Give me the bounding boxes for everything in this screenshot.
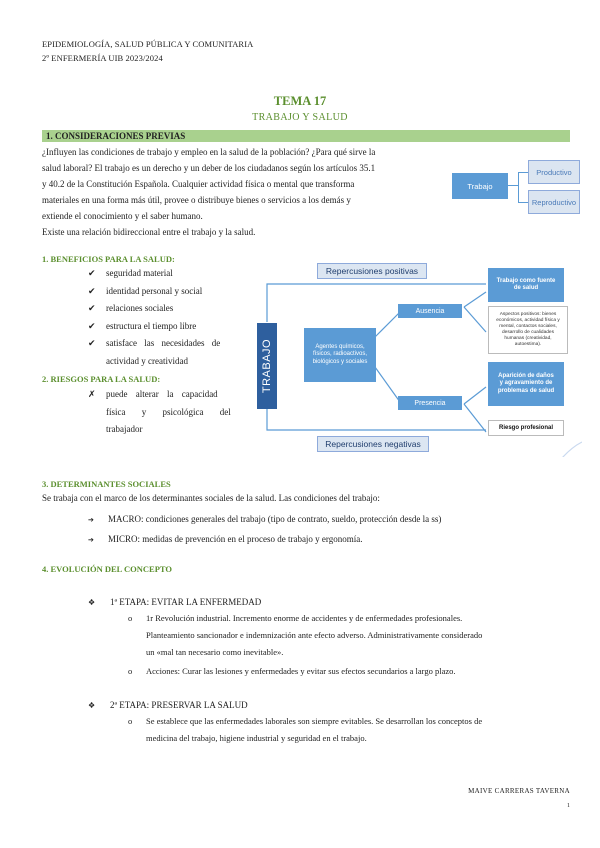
- diagram-agents-box: Agentes químicos, físicos, radioactivos, biológicos y sociales: [304, 328, 376, 382]
- diamond-bullet-icon: ❖: [88, 701, 96, 710]
- connector: [518, 202, 528, 203]
- list-item: ➔ MICRO: medidas de prevención en el proceso de trabajo y ergonomía.: [88, 530, 578, 550]
- list-item: ➔ MACRO: condiciones generales del trabajo (tipo de contrato, sueldo, protección desde la ss): [88, 510, 578, 530]
- diagram-trabajo-box: Trabajo: [452, 173, 508, 199]
- relation-line: Existe una relación bidireccional entre el trabajo y la salud.: [42, 227, 256, 237]
- diagram-positive-label: Repercusiones positivas: [317, 263, 427, 279]
- list-item: actividad y creatividad: [106, 355, 188, 366]
- list-item: o Se establece que las enfermedades laborales son siempre evitables. Se desarrollan los conceptos de medicina del trabajo, higiene industrial y seguridad en el trabajo.: [128, 713, 574, 747]
- determinantes-list: [88, 510, 578, 550]
- risks-heading: 2. RIESGOS PARA LA SALUD:: [42, 374, 161, 384]
- circle-bullet-icon: o: [128, 666, 133, 676]
- diagram-presencia-box: Presencia: [398, 396, 462, 410]
- section-evolucion-heading: 4. EVOLUCIÓN DEL CONCEPTO: [42, 564, 173, 574]
- connector: [518, 172, 519, 202]
- stage1-item: ❖ 1ª ETAPA: EVITAR LA ENFERMEDAD: [88, 594, 261, 611]
- list-item: ✔ seguridad material: [88, 265, 244, 283]
- diagram-trabajo-vertical-text: TRABAJO: [261, 338, 274, 394]
- list-item: ✔ estructura el tiempo libre: [88, 318, 244, 336]
- section-consideraciones-text: [42, 144, 440, 240]
- page-number: 1: [567, 803, 570, 809]
- risks-list: [88, 386, 244, 439]
- paragraph-line: y 40.2 de la Constitución Española. Cualquier actividad física o mental que transforma: [42, 179, 355, 189]
- page-title: TEMA 17: [273, 94, 327, 108]
- check-icon: ✔: [88, 268, 96, 278]
- benefits-list: [88, 265, 244, 370]
- list-item: ✔ satisface las necesidades de: [88, 335, 244, 353]
- footer-author: MAIVE CARRERAS TAVERNA: [468, 787, 570, 795]
- stage1-sublist: [128, 610, 574, 680]
- diamond-bullet-icon: ❖: [88, 598, 96, 607]
- circle-bullet-icon: o: [128, 613, 133, 623]
- list-item: o Acciones: Curar las lesiones y enfermedades y evitar sus efectos secundarios a largo plazo.: [128, 663, 574, 680]
- connector: [464, 292, 486, 307]
- paragraph-line: materiales en una forma más útil, provee o distribuye bienes o servicios a los demás y: [42, 195, 351, 205]
- diagram-fuente-box: Trabajo como fuente de salud: [488, 268, 564, 302]
- arrow-icon: ➔: [88, 516, 94, 524]
- list-item: ✔ relaciones sociales: [88, 300, 244, 318]
- connector: [375, 312, 400, 337]
- stage2-item: ❖ 2ª ETAPA: PRESERVAR LA SALUD: [88, 697, 248, 714]
- page-subtitle: TRABAJO Y SALUD: [252, 112, 348, 123]
- diagram-riesgo-box: Riesgo profesional: [488, 420, 564, 436]
- decorative-curve: [562, 442, 582, 457]
- circle-bullet-icon: o: [128, 716, 133, 726]
- connector: [518, 172, 528, 173]
- check-icon: ✔: [88, 285, 96, 296]
- section-determinantes-intro: Se trabaja con el marco de los determinantes sociales de la salud. Las condiciones del trabajo:: [42, 493, 380, 503]
- list-item: ✗ puede alterar la capacidad: [88, 386, 244, 404]
- connector: [375, 367, 400, 402]
- doc-header-course: EPIDEMIOLOGÍA, SALUD PÚBLICA Y COMUNITARIA: [42, 39, 254, 49]
- connector: [464, 387, 486, 404]
- paragraph-line: extiende el conocimiento y el saber humano.: [42, 211, 203, 221]
- list-item: o 1r Revolución industrial. Incremento enorme de accidentes y de enfermedades profesionales. Planteamiento sancionador e indemnización ante efecto adverso. Administrativamente considerado un «mal tan necesario como inevitable».: [128, 610, 574, 661]
- diagram-trabajo-vertical: [257, 323, 277, 409]
- section-consideraciones-heading: 1. CONSIDERACIONES PREVIAS: [42, 130, 570, 142]
- benefits-heading: 1. BENEFICIOS PARA LA SALUD:: [42, 254, 175, 264]
- connector: [464, 404, 486, 432]
- section-determinantes-heading: 3. DETERMINANTES SOCIALES: [42, 479, 171, 489]
- diagram-productivo-box: Productivo: [528, 160, 580, 184]
- diagram-ausencia-box: Ausencia: [398, 304, 462, 318]
- arrow-icon: ➔: [88, 536, 94, 544]
- paragraph-line: salud laboral? El trabajo es un derecho y un deber de los ciudadanos según los artículos 35.1: [42, 163, 376, 173]
- connector: [464, 307, 486, 332]
- paragraph-line: ¿Influyen las condiciones de trabajo y empleo en la salud de la población? ¿Para qué sirve la: [42, 147, 376, 157]
- check-icon: ✔: [88, 338, 96, 348]
- list-item: ✔ identidad personal y social: [88, 283, 244, 301]
- diagram-aspectos-box: Aspectos positivos: bienes económicos, actividad física y mental, contactos sociales, desarrollo de cualidades humanas (creatividad, autoestima).: [488, 306, 568, 354]
- list-item: trabajador: [106, 424, 143, 434]
- diagram-negative-label: Repercusiones negativas: [317, 436, 429, 452]
- check-icon: ✔: [88, 303, 96, 313]
- connector: [508, 185, 518, 186]
- diagram-reproductivo-box: Reproductivo: [528, 190, 580, 214]
- stage2-sublist: [128, 713, 574, 747]
- doc-header-year: 2º ENFERMERÍA UIB 2023/2024: [42, 53, 163, 63]
- check-icon: ✔: [88, 320, 96, 331]
- cross-icon: ✗: [88, 389, 96, 399]
- diagram-aparicion-box: Aparición de daños y agravamiento de problemas de salud: [488, 362, 564, 406]
- list-item: física y psicológica del: [106, 406, 231, 417]
